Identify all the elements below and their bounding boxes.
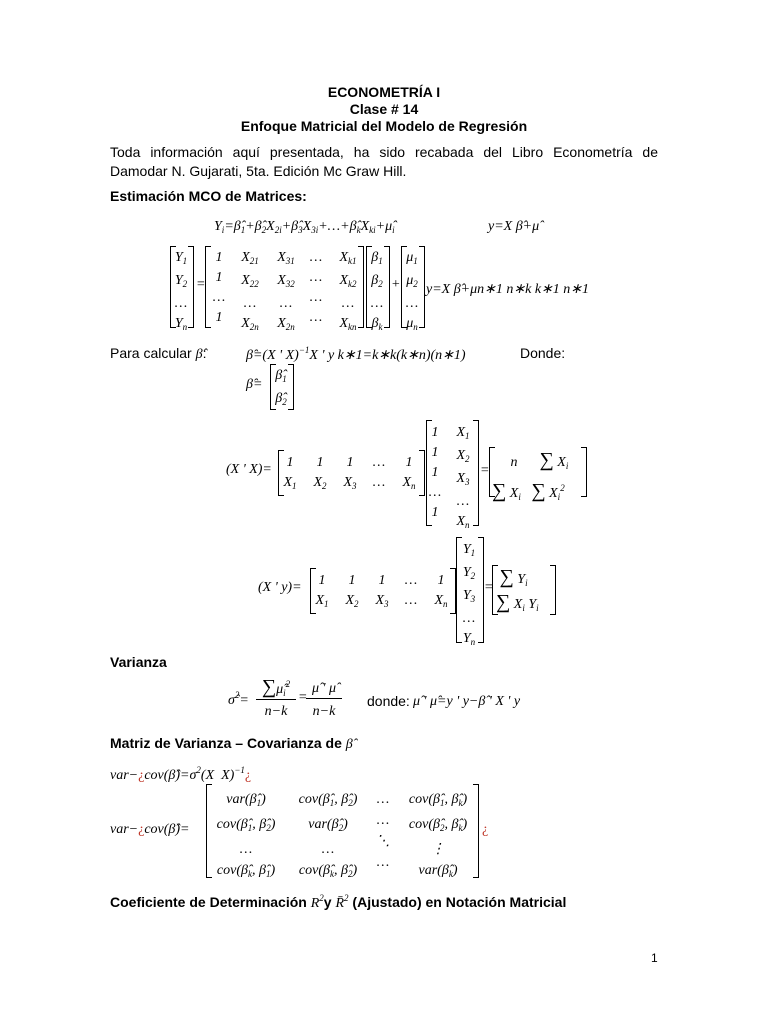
matriz-cov-text: Matriz de Varianza – Covarianza de bbox=[110, 735, 342, 751]
coef-text: Coeficiente de Determinación bbox=[110, 894, 307, 910]
section-varianza: Varianza bbox=[110, 654, 167, 670]
model-scalar-equation: $Y_i=\betâ_1+\betâ_2X_{2i}+\betâ_3X_{3i}+\dots+\betâ_kX_{ki}+\mû_i$ bbox=[214, 219, 395, 235]
section-estimacion: Estimación MCO de Matrices: bbox=[110, 188, 307, 204]
intro-paragraph: Toda información aquí presentada, ha sido recabada del Libro Econometría de Damodar N. Gujarati, 5ta. Edición Mc Graw Hill. bbox=[110, 144, 658, 179]
donde2-label: donde: bbox=[367, 693, 410, 709]
residual-ss-formula: μ̂ ' μ̂=y ' y−β̂ ' X ' y bbox=[413, 694, 521, 709]
beta-hat-formula: β̂=(X ' X)$^{-1}$X ' y k∗1=k∗k(k∗n)(n∗1) bbox=[246, 345, 466, 363]
section-coeficiente: Coeficiente de Determinación $R^2y$ R̄$^2$ (Ajustado) en Notación Matricial bbox=[110, 893, 567, 911]
para-calcular-label: Para calcular β̂: bbox=[110, 345, 207, 362]
class-number: Clase # 14 bbox=[349, 101, 419, 117]
para-calcular-text: Para calcular bbox=[110, 345, 192, 361]
coef-tail-text: (Ajustado) en Notación Matricial bbox=[352, 894, 567, 910]
page-number: 1 bbox=[651, 951, 658, 965]
document-topic: Enfoque Matricial del Modelo de Regresión bbox=[240, 118, 528, 134]
var-cov-short: $var-¿cov(\betâ)=\sigma^2(X$ X)$^{-1}$¿ bbox=[110, 765, 252, 783]
model-matrix-equation: y=X β̂+μ̂ bbox=[488, 219, 540, 234]
document-title: ECONOMETRÍA I bbox=[327, 84, 441, 100]
donde-label: Donde: bbox=[520, 345, 566, 361]
section-matriz-cov: Matriz de Varianza – Covarianza de β̂ bbox=[110, 735, 353, 752]
coef-y-text: y bbox=[323, 894, 332, 910]
